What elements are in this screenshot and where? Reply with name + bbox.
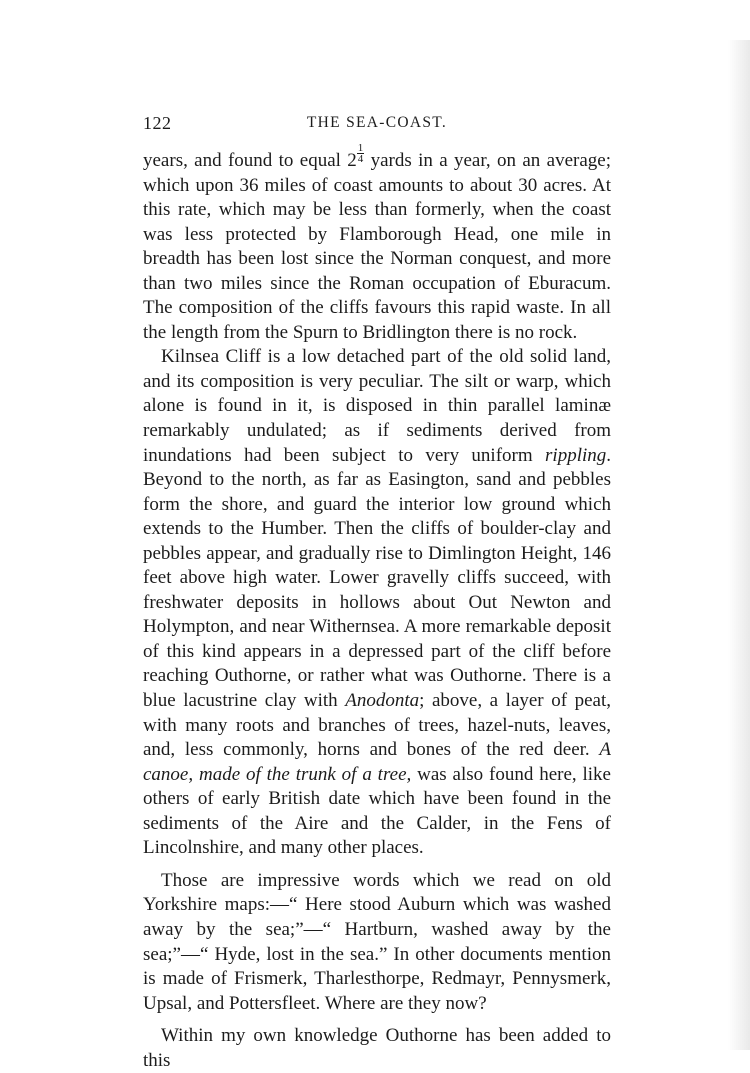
italic-text-run: rippling xyxy=(545,444,607,466)
page-number: 122 xyxy=(143,113,172,133)
paragraph-1 xyxy=(143,143,611,345)
text-run: . Beyond to the north, as far as Easington, sand and pebbles form the shore, and guard the interior low ground which extends to the Humber. Then the cliffs of boulder-clay and pebbles appear, and gradually rise to Dimlington Height, 146 feet above high water. Lower gravelly cliffs succeed, with freshwater deposits in hollows about Out Newton and Holympton, and near Withernsea. A more remarkable deposit of this kind appears in a depressed part of the cliff before reaching Outhorne, or rather what was Outhorne. There is a blue lacustrine clay with xyxy=(143,444,611,712)
italic-text-run: A canoe, made of the trunk of a tree, xyxy=(143,739,611,785)
text-run: Those are impressive words which we read on old Yorkshire maps:—“ Here stood Auburn which was washed away by the sea;”—“ Hartburn, washed away by the sea;”—“ Hyde, lost in the sea.” In other documents mention is made of Frismerk, Tharlesthorpe, Redmayr, Pennysmerk, Upsal, and Pottersfleet. Where are they now? xyxy=(143,869,611,1014)
text-run: yards in a year, on an average; which upon 36 miles of coast amounts to about 30 acres. At this rate, which may be less than formerly, when the coast was less protected by Flamborough Head, one mile in breadth has been lost since the Norman conquest, and more than two miles since the Roman occupation of Eburacum. The composition of the cliffs favours this rapid waste. In all the length from the Spurn to Bridlington there is no rock. xyxy=(143,150,611,343)
body-text xyxy=(143,143,611,1073)
paragraph-2 xyxy=(143,345,611,860)
paragraph-4 xyxy=(143,1024,611,1073)
text-run: years, and found to equal 2 xyxy=(143,150,357,171)
italic-text-run: Anodonta xyxy=(345,690,420,712)
page-edge-shadow xyxy=(728,40,750,1050)
text-run: ; above, a layer of peat, with many roots and branches of trees, hazel-nuts, leaves, and, less commonly, horns and bones of the red deer. xyxy=(143,690,611,761)
fraction-denominator: 4 xyxy=(357,153,364,165)
fraction-numerator: 1 xyxy=(357,142,364,154)
text-run: Within my own knowledge Outhorne has been added to this xyxy=(143,1025,611,1071)
paragraph-3 xyxy=(143,869,611,1016)
running-header xyxy=(143,113,611,137)
text-run: Kilnsea Cliff is a low detached part of the old solid land, and its composition is very peculiar. The silt or warp, which alone is found in it, is disposed in thin parallel laminæ remarkably undulated; as if sediments derived from inundations had been subject to very uniform xyxy=(143,346,611,466)
text-run: was also found here, like others of early British date which have been found in the sediments of the Aire and the Calder, in the Fens of Lincolnshire, and many other places. xyxy=(143,763,611,859)
running-title: THE SEA-COAST. xyxy=(306,114,448,131)
